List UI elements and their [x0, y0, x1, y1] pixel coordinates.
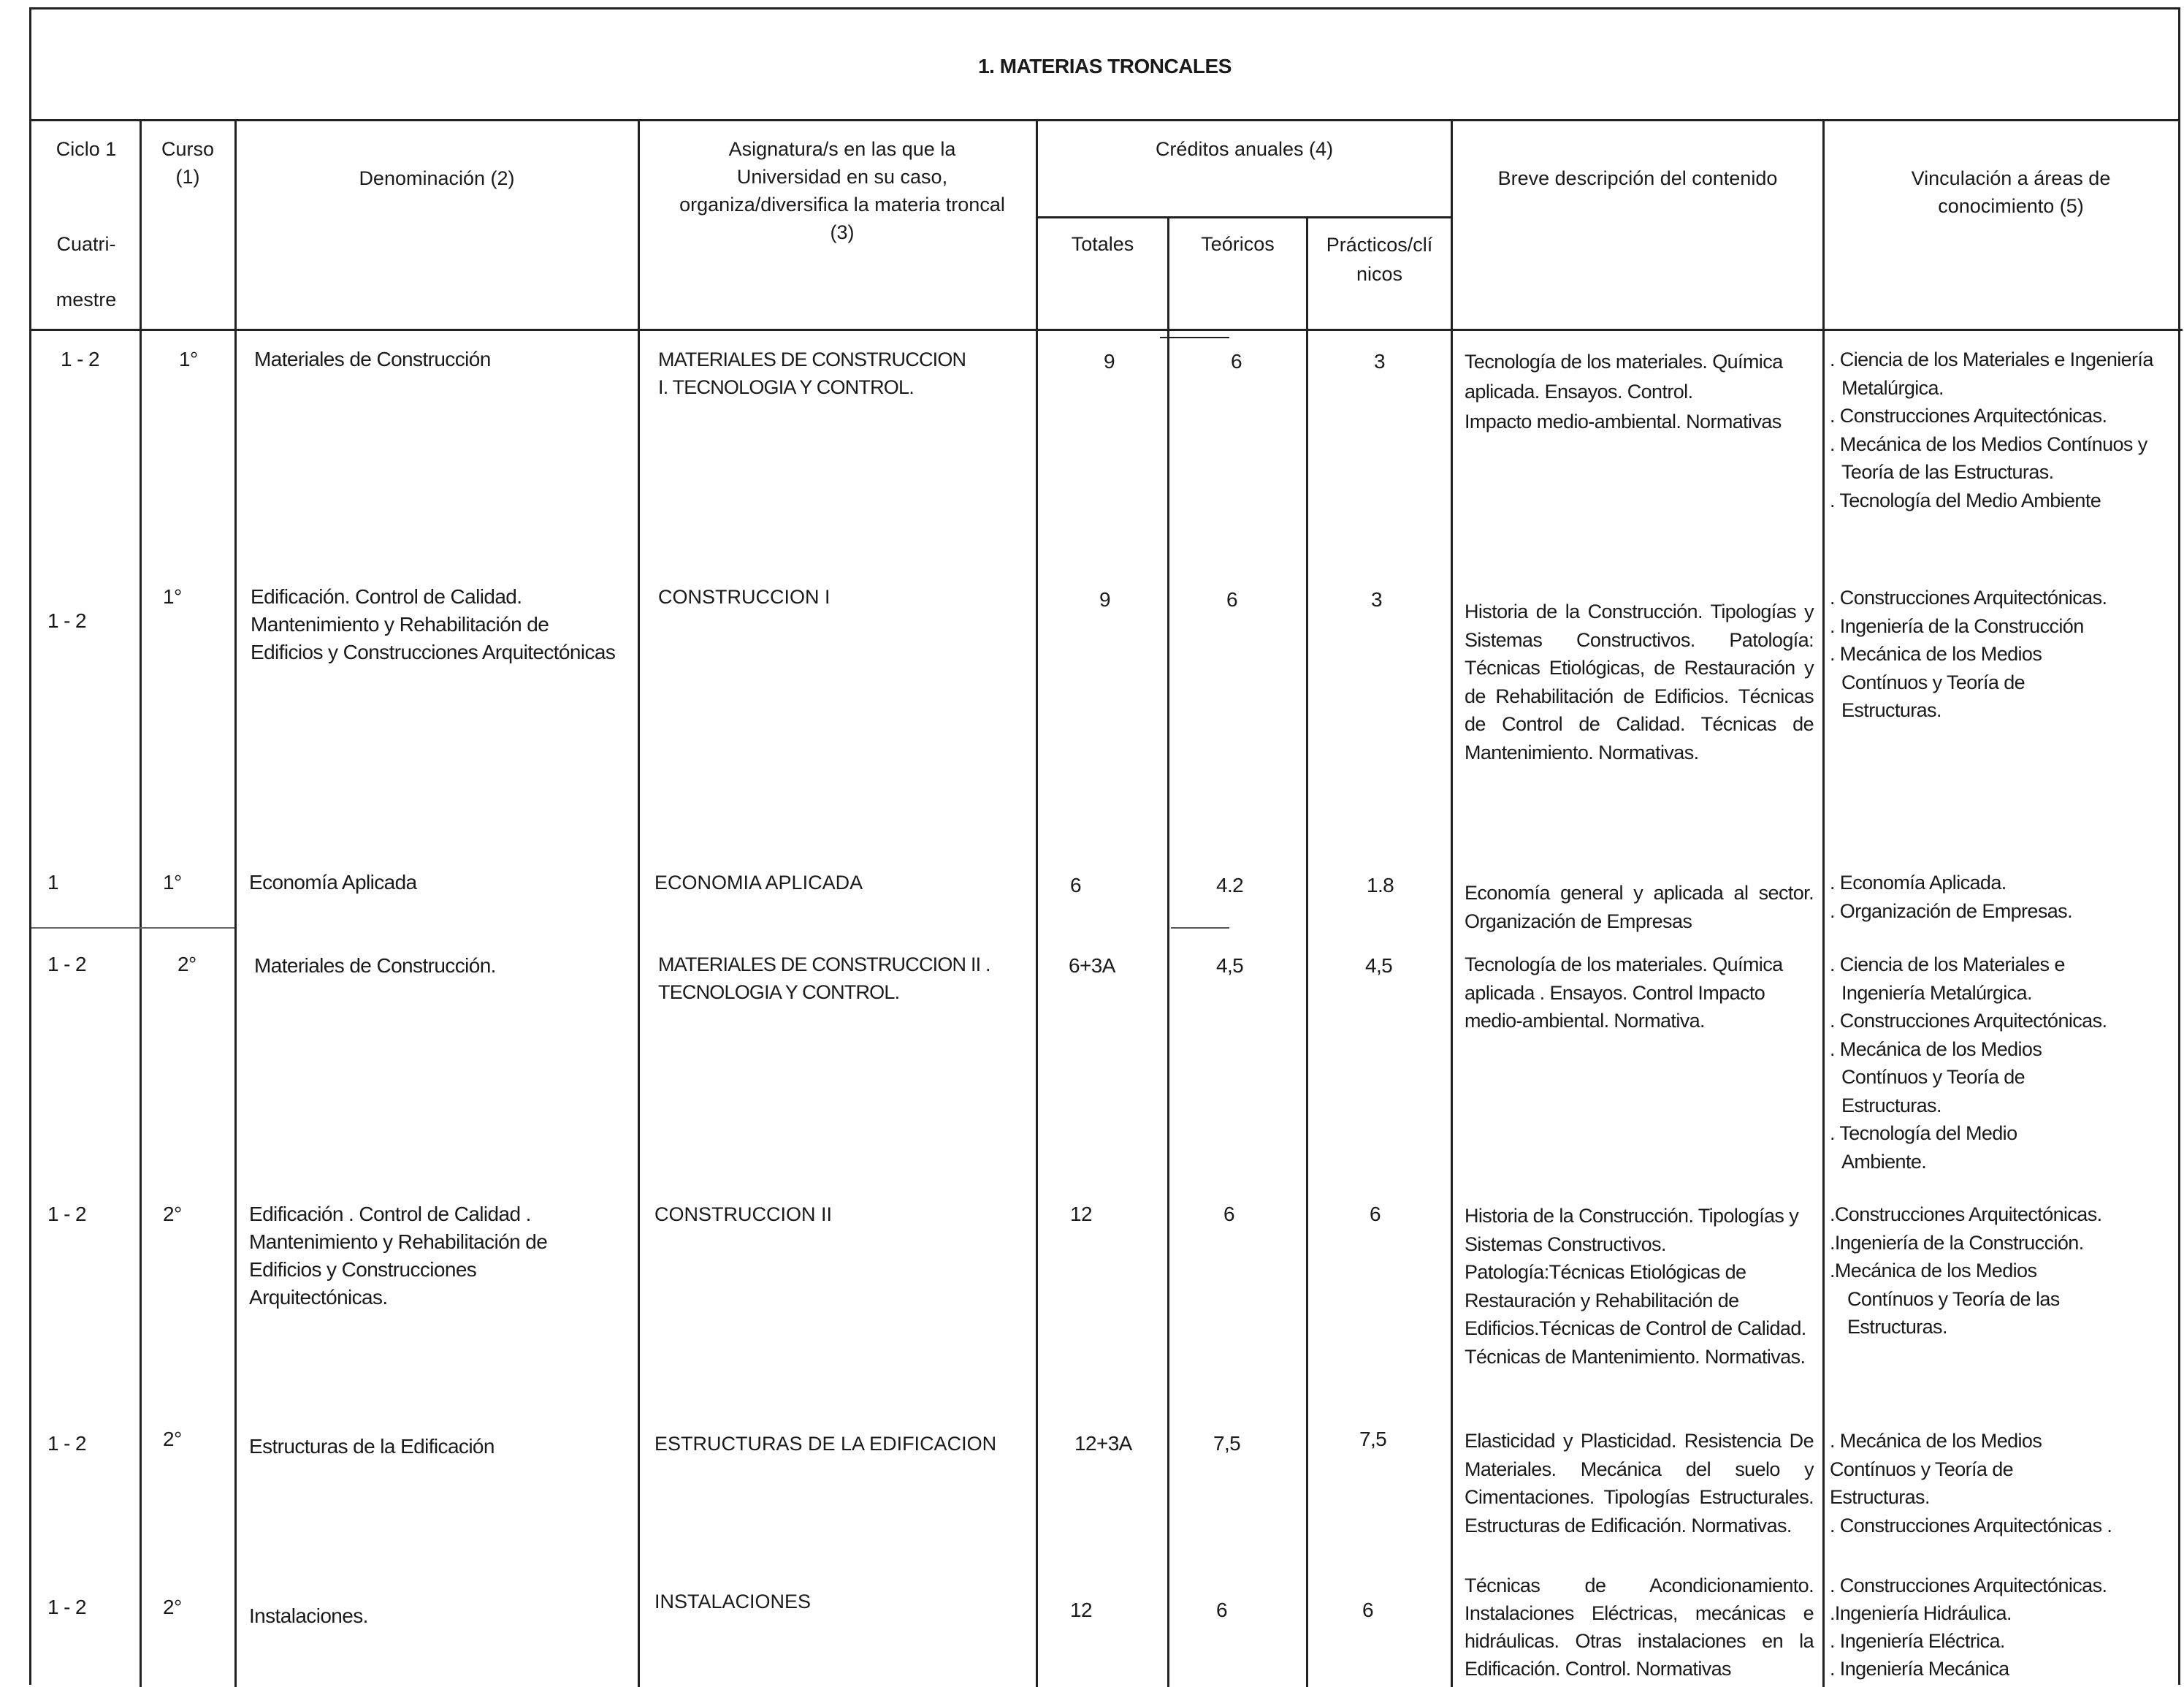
header-bottom-line: [31, 329, 2183, 331]
row7-ciclo: 1 - 2: [47, 1596, 87, 1618]
area-item: . Ciencia de los Materiales e Ingeniería Metalúrgica.: [1830, 953, 2065, 1004]
row6-teoricos: 7,5: [1213, 1432, 1241, 1455]
row2-ciclo: 1 - 2: [47, 609, 87, 632]
row1-totales: 9: [1104, 350, 1115, 373]
row1-practicos: 3: [1374, 350, 1385, 373]
col-line-3: [638, 119, 640, 1687]
row4-descripcion: Tecnología de los materiales. Química aplicada . Ensayos. Control Impacto medio-ambiental. Normativa.: [1465, 953, 1783, 1032]
row6-asignatura: ESTRUCTURAS DE LA EDIFICACION: [654, 1433, 997, 1455]
row-separator: [31, 927, 234, 929]
area-item: . Ingeniería de la Construcción: [1830, 614, 2084, 637]
header-curso: Curso (1): [161, 138, 215, 188]
row3-areas: [1830, 869, 2180, 925]
row1-teoricos: 6: [1231, 350, 1242, 373]
header-descripcion: Breve descripción del contenido: [1497, 167, 1778, 189]
header-ciclo: Ciclo 1: [56, 138, 117, 160]
area-item: . Mecánica de los Medios Contínuos y Teoría de las Estructuras.: [1830, 433, 2147, 483]
row6-areas: [1830, 1427, 2180, 1539]
row6-denominacion: Estructuras de la Edificación: [249, 1435, 495, 1458]
row3-ciclo: 1: [47, 871, 58, 894]
header-vinculacion: Vinculación a áreas de conocimiento (5): [1911, 167, 2111, 217]
row7-teoricos: 6: [1216, 1599, 1227, 1621]
area-item: . Ciencia de los Materiales e Ingeniería Metalúrgica.: [1830, 349, 2153, 399]
area-item: . Organización de Empresas.: [1830, 899, 2072, 922]
row1-curso: 1°: [179, 348, 198, 370]
row2-asignatura: CONSTRUCCION I: [658, 586, 831, 608]
row5-practicos: 6: [1370, 1203, 1381, 1225]
row-separator: [1160, 337, 1229, 338]
header-mestre: mestre: [56, 289, 117, 311]
row2-denominacion: Edificación. Control de Calidad. Mantenimiento y Rehabilitación de Edificios y Construcciones Arquitectónicas: [251, 585, 616, 663]
row4-practicos: 4,5: [1365, 954, 1393, 977]
row1-areas: [1830, 346, 2180, 514]
row2-practicos: 3: [1371, 588, 1382, 611]
area-item: . Ingeniería Eléctrica.: [1830, 1630, 2005, 1652]
col-line-2: [234, 119, 237, 1687]
area-item: .Construcciones Arquitectónicas.: [1830, 1203, 2102, 1225]
row4-ciclo: 1 - 2: [47, 953, 87, 975]
page-title: 1. MATERIAS TRONCALES: [978, 55, 1232, 77]
row3-descripcion: Economía general y aplicada al sector. Organización de Empresas: [1465, 882, 1814, 932]
row7-descripcion: Técnicas de Acondicionamiento. Instalaciones Eléctricas, mecánicas e hidráulicas. Otras instalaciones en la Edificación. Control. Normativas: [1465, 1574, 1814, 1680]
row6-descripcion: Elasticidad y Plasticidad. Resistencia De Materiales. Mecánica del suelo y Cimentaciones. Tipologías Estructurales. Estructuras de Edificación. Normativas.: [1465, 1430, 1814, 1536]
row1-denominacion: Materiales de Construcción: [254, 348, 491, 370]
row3-curso: 1°: [163, 871, 182, 894]
area-item: . Mecánica de los Medios Contínuos y Teoría de Estructuras.: [1830, 643, 2042, 721]
col-line-6: [1306, 216, 1308, 1687]
row3-teoricos: 4.2: [1216, 874, 1244, 896]
document-page: [29, 7, 2180, 1685]
header-practicos: Prácticos/clí nicos: [1326, 234, 1433, 285]
row4-totales: 6+3A: [1069, 954, 1115, 977]
area-item: . Mecánica de los Medios Contínuos y Teoría de Estructuras.: [1830, 1037, 2042, 1116]
area-item: . Construcciones Arquitectónicas .: [1830, 1514, 2112, 1536]
row7-totales: 12: [1070, 1599, 1092, 1621]
header-asignatura: Asignatura/s en las que la Universidad en su caso, organiza/diversifica la materia troncal (3): [679, 138, 1005, 243]
area-item: . Mecánica de los Medios Contínuos y Teoría de Estructuras.: [1830, 1430, 2042, 1508]
row3-totales: 6: [1070, 874, 1081, 896]
header-cuatri: Cuatri-: [56, 233, 116, 255]
area-item: . Tecnología del Medio Ambiente: [1830, 489, 2101, 511]
header-denominacion: Denominación (2): [359, 167, 515, 189]
row3-asignatura: ECONOMIA APLICADA: [654, 872, 863, 894]
row7-curso: 2°: [163, 1596, 182, 1618]
row5-areas: [1830, 1200, 2180, 1341]
col-line-7: [1451, 119, 1453, 1687]
row6-ciclo: 1 - 2: [47, 1432, 87, 1455]
row1-descripcion: Tecnología de los materiales. Química aplicada. Ensayos. Control. Impacto medio-ambiental. Normativas: [1465, 351, 1783, 433]
row5-denominacion: Edificación . Control de Calidad . Mantenimiento y Rehabilitación de Edificios y Construcciones Arquitectónicas.: [249, 1203, 548, 1309]
row7-asignatura: INSTALACIONES: [654, 1591, 812, 1612]
row4-curso: 2°: [177, 953, 196, 975]
row2-areas: [1830, 584, 2180, 725]
col-line-8: [1822, 119, 1825, 1687]
col-line-1: [140, 119, 142, 1687]
row5-asignatura: CONSTRUCCION II: [654, 1203, 832, 1225]
row6-curso: 2°: [163, 1428, 182, 1450]
row3-practicos: 1.8: [1367, 874, 1394, 896]
area-item: . Ingeniería Mecánica: [1830, 1658, 2009, 1680]
area-item: . Construcciones Arquitectónicas.: [1830, 587, 2107, 609]
header-teoricos: Teóricos: [1201, 233, 1275, 255]
header-creditos: Créditos anuales (4): [1155, 138, 1334, 160]
row2-totales: 9: [1099, 588, 1110, 611]
row2-teoricos: 6: [1226, 588, 1237, 611]
row4-denominacion: Materiales de Construcción.: [254, 954, 496, 977]
row7-practicos: 6: [1362, 1599, 1373, 1621]
row4-asignatura: MATERIALES DE CONSTRUCCION II . TECNOLOGIA Y CONTROL.: [658, 953, 990, 1003]
area-item: . Tecnología del Medio Ambiente.: [1830, 1122, 2017, 1173]
col-line-5: [1167, 216, 1169, 1687]
title-row: [31, 9, 2178, 121]
row1-asignatura: MATERIALES DE CONSTRUCCION I. TECNOLOGIA Y CONTROL.: [658, 349, 966, 398]
row1-ciclo: 1 - 2: [61, 348, 100, 370]
area-item: . Construcciones Arquitectónicas.: [1830, 405, 2107, 427]
row2-curso: 1°: [163, 585, 182, 608]
row6-practicos: 7,5: [1359, 1428, 1387, 1450]
area-item: .Ingeniería de la Construcción.: [1830, 1231, 2084, 1254]
area-item: . Construcciones Arquitectónicas.: [1830, 1010, 2107, 1032]
row4-areas: [1830, 951, 2180, 1176]
row5-ciclo: 1 - 2: [47, 1203, 87, 1225]
row5-curso: 2°: [163, 1203, 182, 1225]
creditos-sub-line: [1036, 216, 1452, 218]
row-separator: [1171, 927, 1229, 929]
area-item: .Ingeniería Hidráulica.: [1830, 1602, 2012, 1624]
row5-teoricos: 6: [1223, 1203, 1234, 1225]
area-item: . Construcciones Arquitectónicas.: [1830, 1574, 2107, 1596]
row4-teoricos: 4,5: [1216, 954, 1244, 977]
row5-totales: 12: [1070, 1203, 1092, 1225]
area-item: . Economía Aplicada.: [1830, 872, 2007, 894]
area-item: .Mecánica de los Medios Contínuos y Teoría de las Estructuras.: [1830, 1260, 2060, 1338]
col-line-4: [1036, 119, 1038, 1687]
header-totales: Totales: [1071, 233, 1134, 255]
row6-totales: 12+3A: [1074, 1432, 1132, 1455]
row2-descripcion: Historia de la Construcción. Tipologías y Sistemas Constructivos. Patología: Técnicas Etiológicas, de Restauración y de Rehabilitación de Edificios. Técnicas de Control de Calidad. Técnicas de Mantenimiento. Normativas.: [1465, 601, 1814, 763]
row5-descripcion: Historia de la Construcción. Tipologías y Sistemas Constructivos. Patología:Técnicas Etiológicas de Restauración y Rehabilitación de Edificios.Técnicas de Control de Calidad. Técnicas de Mantenimiento. Normativas.: [1465, 1205, 1806, 1368]
row7-denominacion: Instalaciones.: [249, 1604, 368, 1627]
row3-denominacion: Economía Aplicada: [249, 871, 417, 894]
row7-areas: [1830, 1572, 2180, 1683]
